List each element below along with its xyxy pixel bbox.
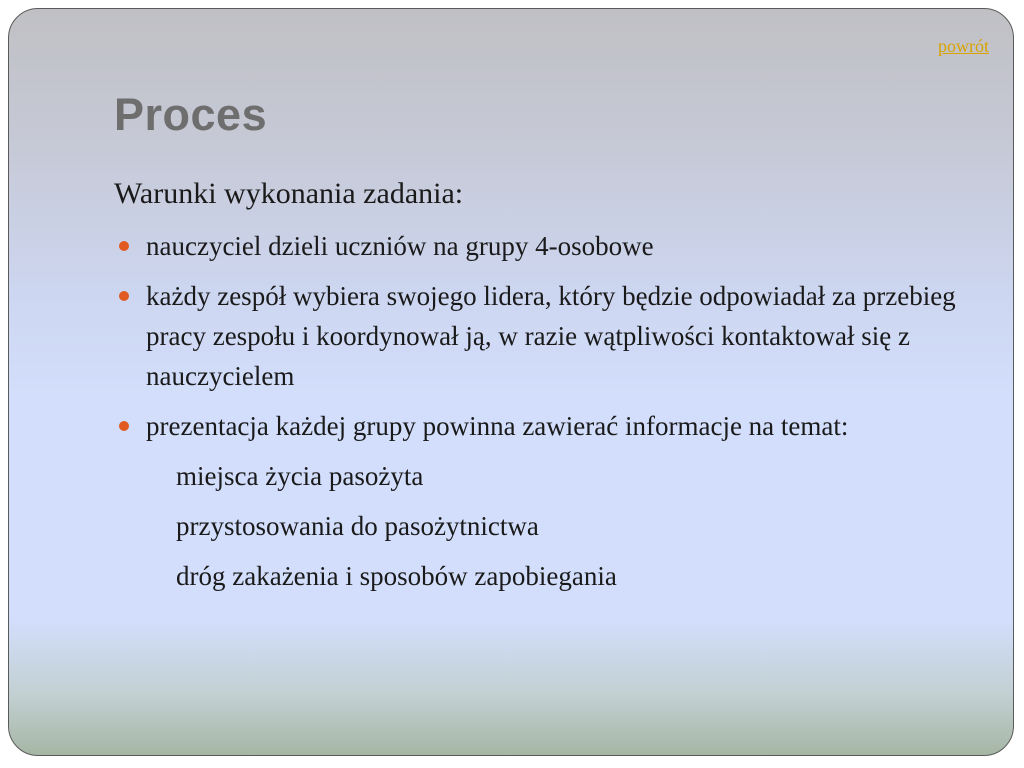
bullet-text: każdy zespół wybiera swojego lidera, który będzie odpowiadał za przebieg pracy zespołu i koordynował ją, w razie wątpliwości kontaktował się z nauczycielem	[146, 281, 956, 391]
intro-text: Warunki wykonania zadania:	[114, 177, 464, 210]
bullet-dot-icon	[119, 291, 129, 301]
back-link[interactable]: powrót	[938, 36, 989, 56]
bullet-text: nauczyciel dzieli uczniów na grupy 4-osobowe	[146, 231, 654, 261]
bullet-text: prezentacja każdej grupy powinna zawierać informacje na temat:	[146, 411, 849, 441]
bullet-dot-icon	[119, 421, 129, 431]
slide	[8, 8, 1014, 756]
bullet-item	[114, 226, 964, 266]
bullet-item	[114, 276, 964, 396]
sub-item: miejsca życia pasożyta	[176, 461, 424, 491]
sub-item: przystosowania do pasożytnictwa	[176, 511, 539, 541]
bullet-dot-icon	[119, 241, 129, 251]
slide-title: Proces	[114, 89, 268, 140]
slide-content	[114, 174, 964, 606]
bullet-list	[114, 226, 964, 446]
sub-item: dróg zakażenia i sposobów zapobiegania	[176, 561, 617, 591]
bullet-item	[114, 406, 964, 446]
